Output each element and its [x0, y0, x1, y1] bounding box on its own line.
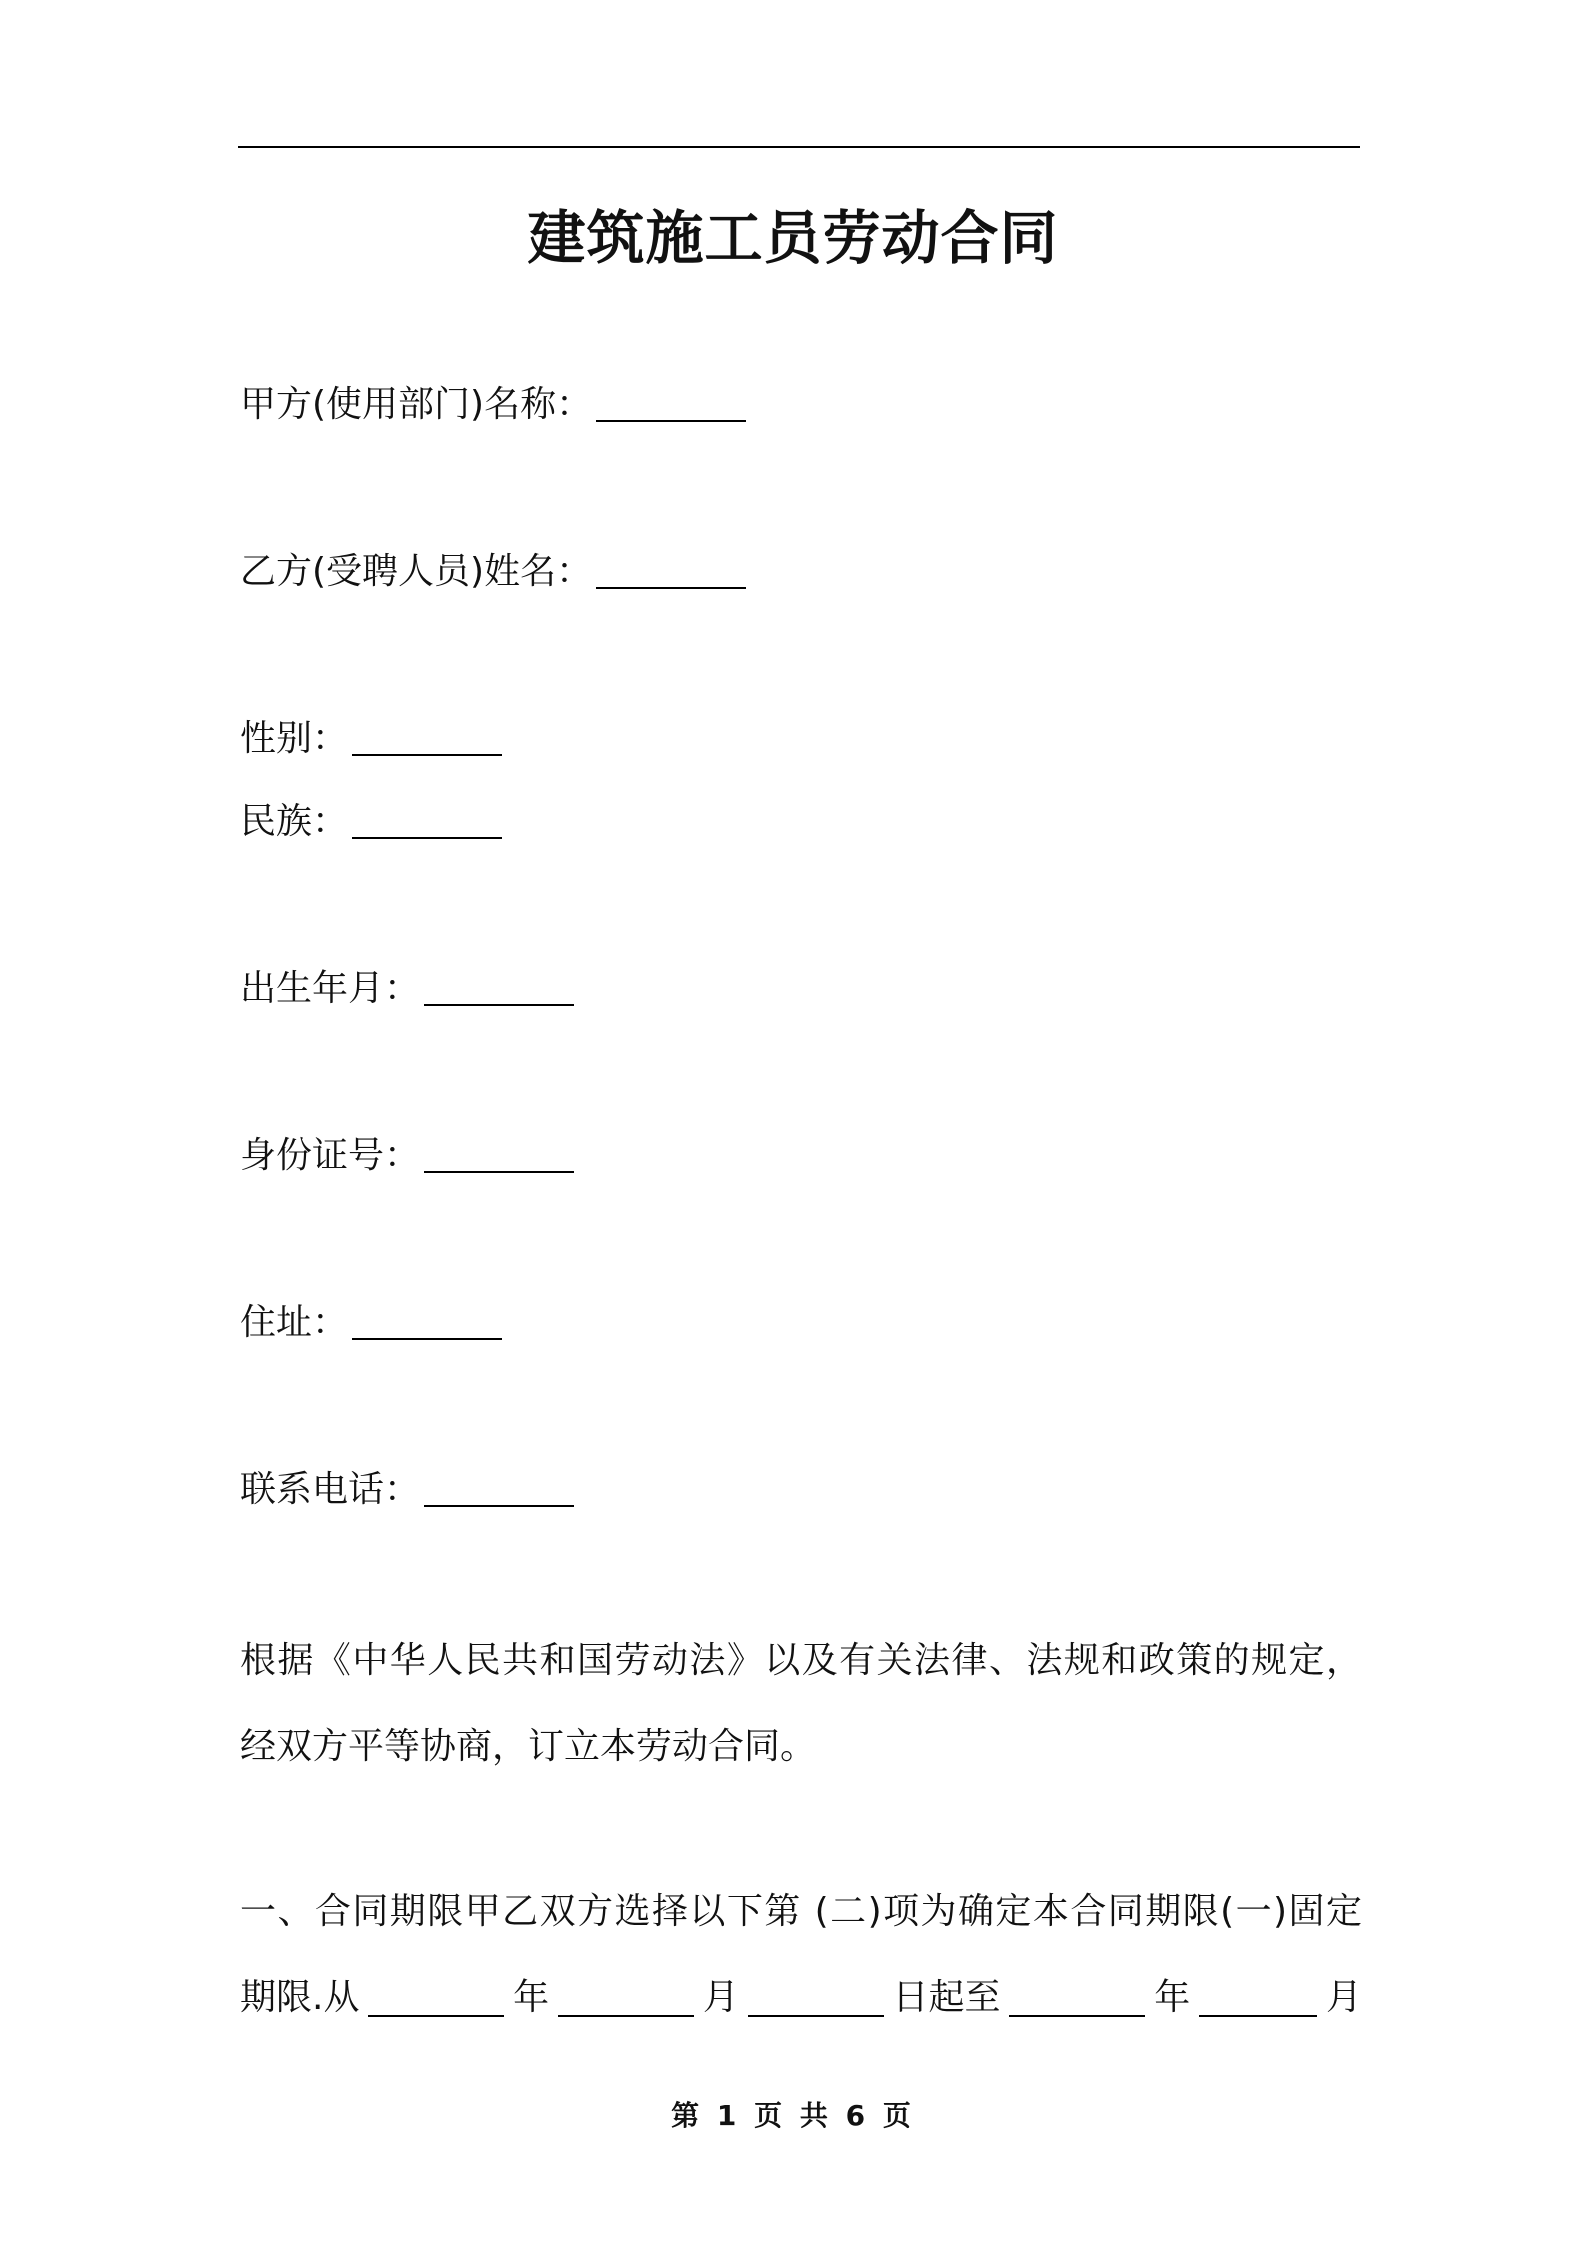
address-field — [240, 1299, 502, 1347]
party-b-label: 乙方(受聘人员)姓名： — [240, 551, 593, 592]
ethnicity-field — [240, 798, 502, 846]
section-1-line-1: 一、合同期限甲乙双方选择以下第 (二)项为确定本合同期限(一)固定 — [240, 1891, 1362, 1932]
ethnicity-label: 民族： — [240, 801, 349, 842]
start-month-label: 月 — [702, 1977, 739, 2018]
phone-label: 联系电话： — [240, 1469, 421, 1510]
document-title: 建筑施工员劳动合同 — [527, 204, 1059, 272]
preamble-paragraph — [240, 1618, 1362, 1790]
phone-blank[interactable] — [424, 1469, 574, 1507]
preamble-line-2: 经双方平等协商，订立本劳动合同。 — [240, 1726, 817, 1767]
start-year-label: 年 — [513, 1977, 550, 2018]
id-number-blank[interactable] — [424, 1135, 574, 1173]
birth-label: 出生年月： — [240, 968, 421, 1009]
start-day-blank[interactable] — [748, 1979, 884, 2017]
address-label: 住址： — [240, 1302, 349, 1343]
gender-label: 性别： — [240, 718, 349, 759]
id-number-label: 身份证号： — [240, 1135, 421, 1176]
ethnicity-blank[interactable] — [352, 801, 502, 839]
party-a-blank[interactable] — [596, 384, 746, 422]
party-b-field — [240, 548, 746, 596]
preamble-line-1: 根据《中华人民共和国劳动法》以及有关法律、法规和政策的规定， — [240, 1640, 1362, 1681]
end-month-blank[interactable] — [1199, 1979, 1317, 2017]
gender-blank[interactable] — [352, 718, 502, 756]
party-b-blank[interactable] — [596, 551, 746, 589]
id-number-field — [240, 1132, 574, 1180]
start-year-blank[interactable] — [368, 1979, 504, 2017]
start-day-label: 日起至 — [892, 1977, 1001, 2018]
section-1-period-from: 期限.从 — [240, 1977, 360, 2018]
end-year-blank[interactable] — [1009, 1979, 1145, 2017]
gender-field — [240, 715, 502, 763]
birth-blank[interactable] — [424, 968, 574, 1006]
party-a-field — [240, 381, 746, 429]
end-month-label: 月 — [1325, 1977, 1362, 2018]
header-rule — [238, 146, 1360, 148]
birth-field — [240, 965, 574, 1013]
section-1-paragraph — [240, 1869, 1362, 2041]
phone-field — [240, 1466, 574, 1514]
start-month-blank[interactable] — [558, 1979, 694, 2017]
section-1-line-2 — [240, 1955, 1362, 2041]
end-year-label: 年 — [1154, 1977, 1191, 2018]
party-a-label: 甲方(使用部门)名称： — [240, 384, 593, 425]
page-number: 第 1 页 共 6 页 — [671, 2099, 915, 2132]
address-blank[interactable] — [352, 1302, 502, 1340]
